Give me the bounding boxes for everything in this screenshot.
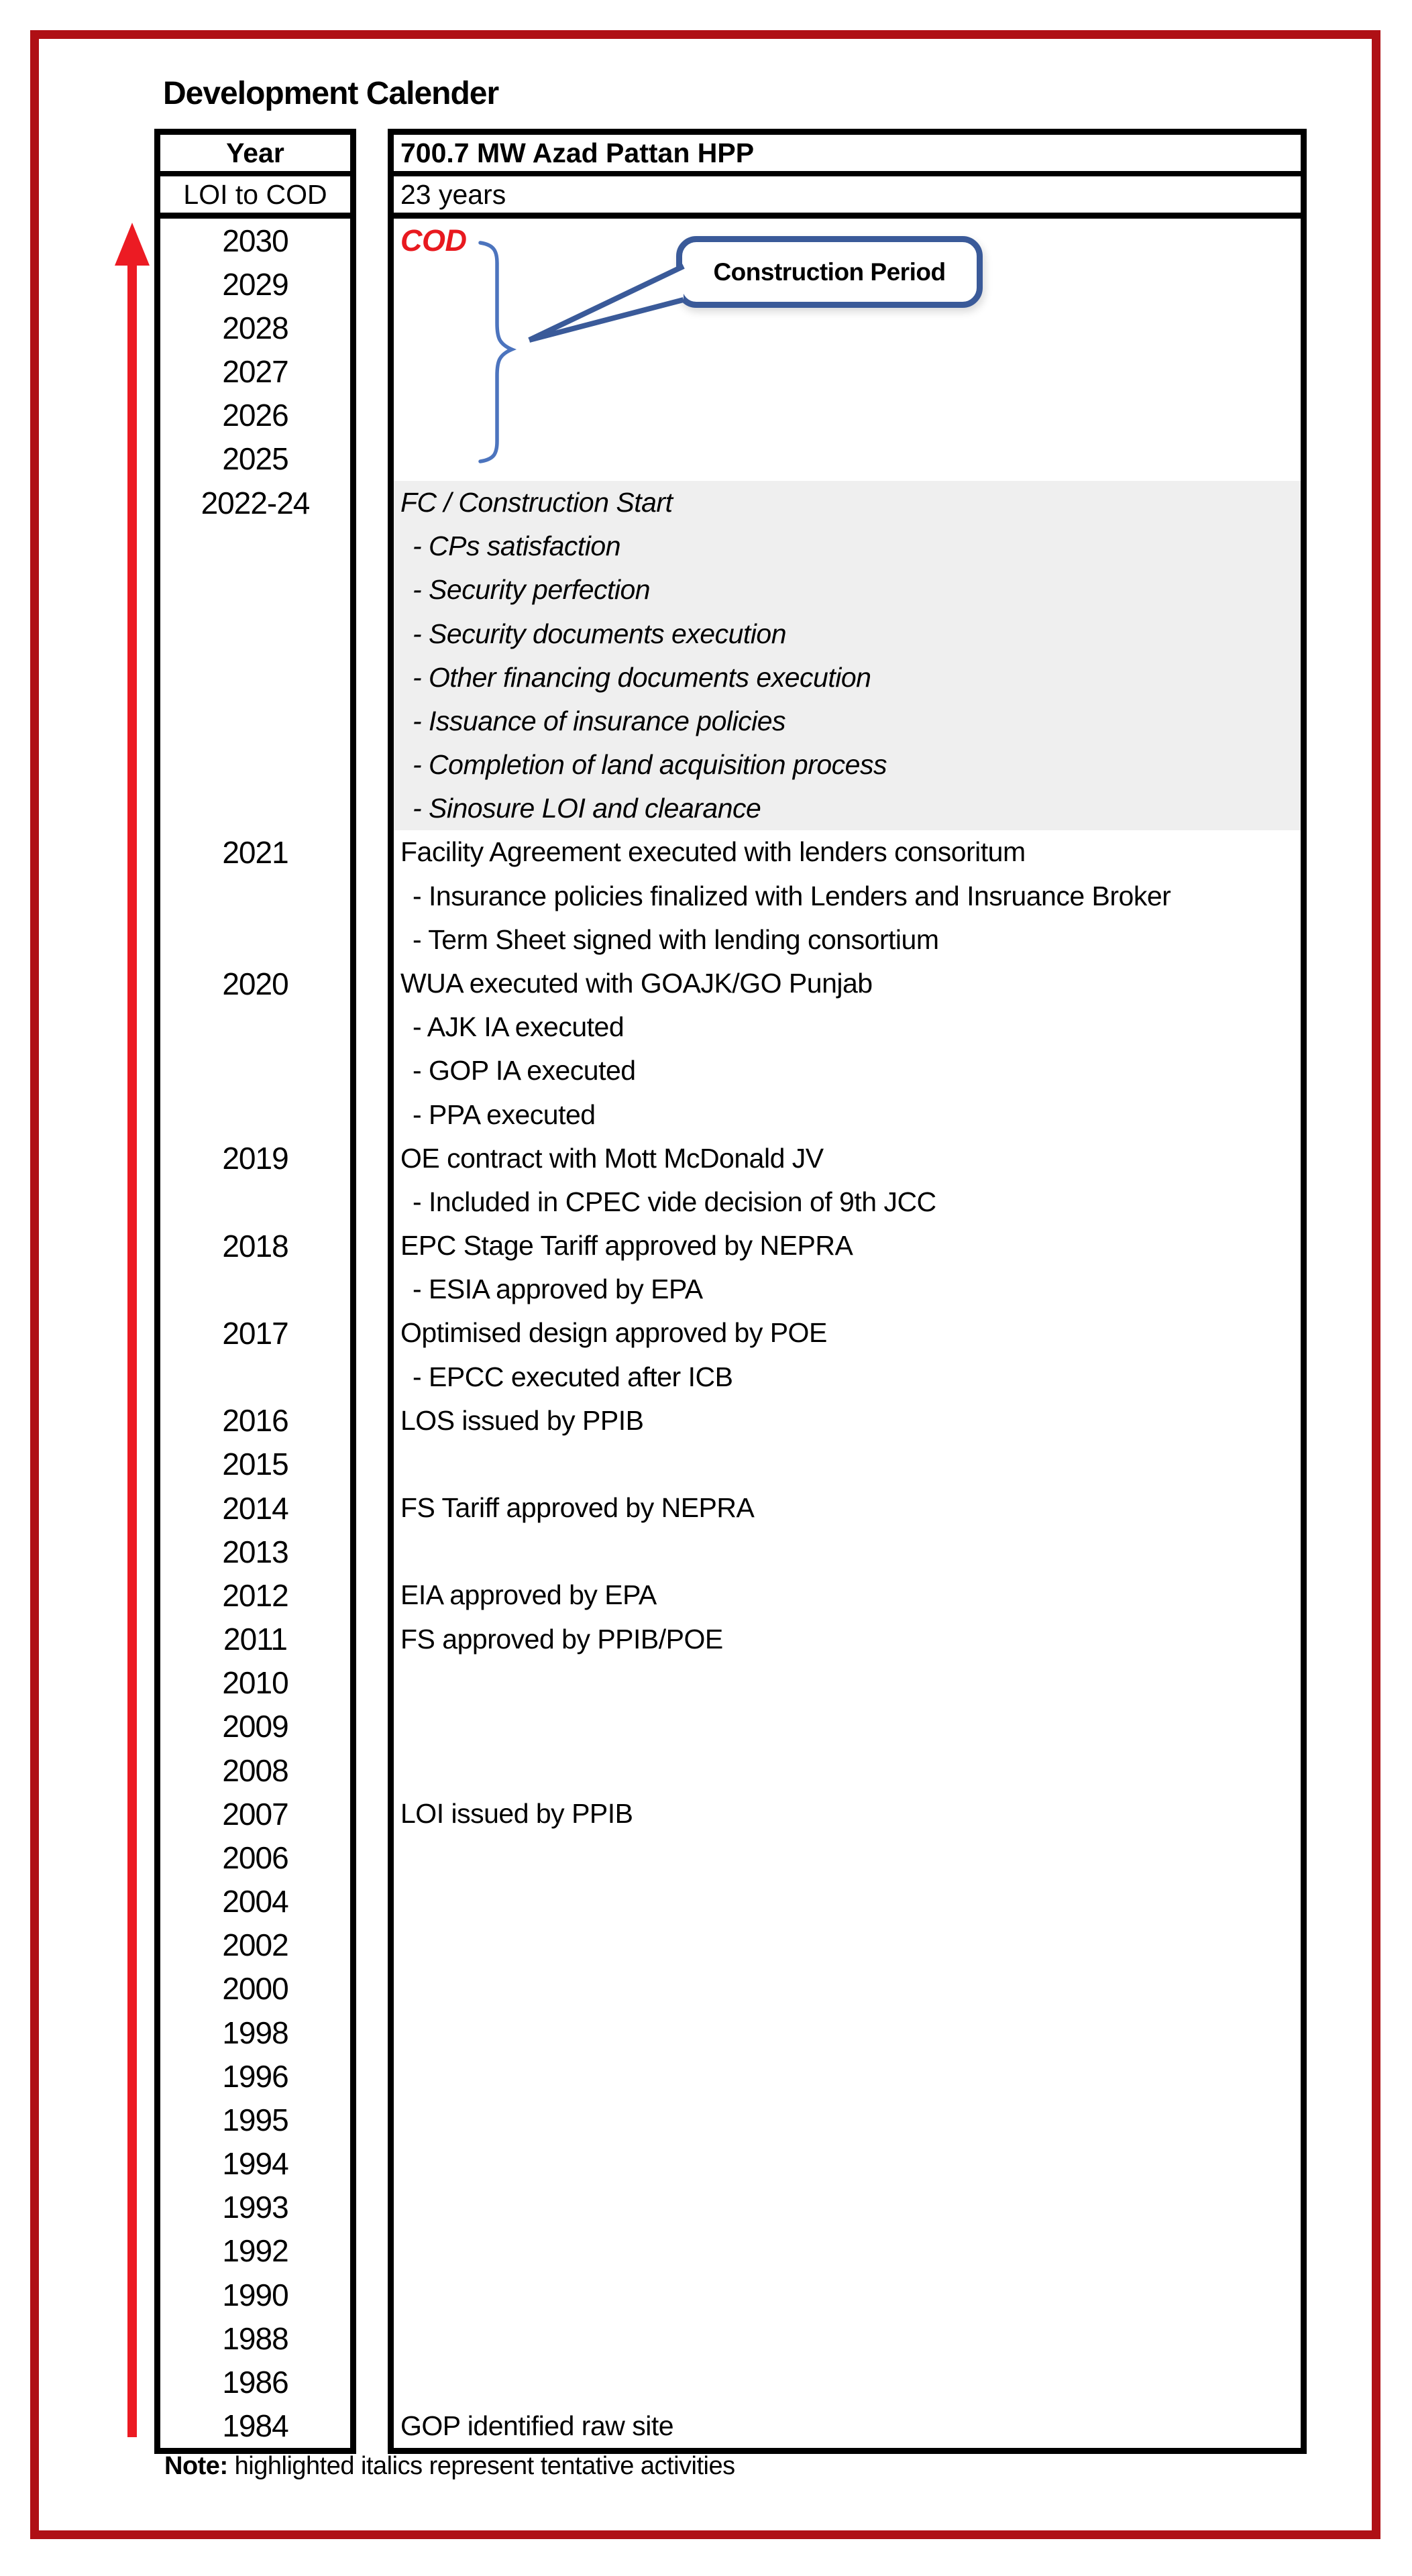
year-column-body bbox=[160, 219, 350, 2448]
year-cell bbox=[160, 1268, 350, 1311]
year-cell bbox=[160, 787, 350, 830]
year-table bbox=[154, 129, 356, 2454]
event-cell bbox=[394, 394, 1301, 437]
event-cell: GOP identified raw site bbox=[400, 2410, 674, 2441]
year-cell bbox=[160, 1005, 350, 1049]
year-cell: 2014 bbox=[222, 1490, 288, 1526]
year-cell: 2028 bbox=[222, 310, 288, 345]
event-cell bbox=[394, 2098, 1301, 2141]
event-cell: - Insurance policies finalized with Lenders and Insruance Broker bbox=[413, 880, 1171, 911]
year-cell: 2017 bbox=[222, 1315, 288, 1351]
event-cell bbox=[394, 1443, 1301, 1486]
event-cell bbox=[394, 2229, 1301, 2273]
year-cell bbox=[160, 656, 350, 699]
event-cell: Optimised design approved by POE bbox=[400, 1317, 827, 1349]
events-column-body bbox=[394, 219, 1301, 2448]
event-cell bbox=[394, 1705, 1301, 1748]
cod-label: COD bbox=[400, 223, 467, 258]
event-cell bbox=[394, 1530, 1301, 1573]
event-cell: EPC Stage Tariff approved by NEPRA bbox=[400, 1230, 853, 1262]
year-cell: 2030 bbox=[222, 223, 288, 258]
event-cell: Facility Agreement executed with lenders consoritum bbox=[400, 836, 1026, 868]
timeline-arrow-icon bbox=[113, 221, 152, 2440]
event-cell: FS Tariff approved by NEPRA bbox=[400, 1492, 755, 1524]
year-cell: 2021 bbox=[222, 834, 288, 870]
year-cell: 2020 bbox=[222, 966, 288, 1001]
event-cell bbox=[394, 1748, 1301, 1792]
year-cell: 1986 bbox=[222, 2365, 288, 2400]
events-table bbox=[388, 129, 1307, 2454]
event-cell: - Term Sheet signed with lending consortium bbox=[413, 923, 939, 955]
event-cell: - GOP IA executed bbox=[413, 1055, 636, 1086]
year-cell: 1988 bbox=[222, 2320, 288, 2356]
event-cell bbox=[394, 2316, 1301, 2360]
page-title: Development Calender bbox=[163, 76, 499, 111]
year-cell bbox=[160, 1049, 350, 1093]
event-cell bbox=[394, 1661, 1301, 1705]
event-cell: - ESIA approved by EPA bbox=[413, 1274, 703, 1305]
year-cell: 1998 bbox=[222, 2015, 288, 2050]
event-cell: OE contract with Mott McDonald JV bbox=[400, 1142, 824, 1174]
event-cell: - AJK IA executed bbox=[413, 1011, 624, 1043]
year-cell: 2011 bbox=[223, 1622, 287, 1657]
event-cell: - CPs satisfaction bbox=[394, 524, 1301, 568]
duration-label: 23 years bbox=[394, 176, 1301, 219]
event-cell: - Security perfection bbox=[394, 568, 1301, 612]
year-cell: 2006 bbox=[222, 1840, 288, 1875]
event-cell bbox=[394, 306, 1301, 349]
year-cell: 2009 bbox=[222, 1709, 288, 1744]
event-cell bbox=[394, 350, 1301, 394]
event-cell: - Other financing documents execution bbox=[394, 656, 1301, 699]
project-title-header: 700.7 MW Azad Pattan HPP bbox=[394, 135, 1301, 176]
event-cell bbox=[394, 2186, 1301, 2229]
event-cell bbox=[394, 2142, 1301, 2186]
year-cell: 1996 bbox=[222, 2058, 288, 2094]
year-cell: 1994 bbox=[222, 2146, 288, 2182]
event-cell bbox=[394, 437, 1301, 481]
year-cell: 1995 bbox=[222, 2102, 288, 2137]
year-cell bbox=[160, 568, 350, 612]
year-cell: 1990 bbox=[222, 2277, 288, 2312]
event-cell bbox=[394, 1880, 1301, 1923]
year-cell: 2004 bbox=[222, 1884, 288, 1919]
year-cell: 2029 bbox=[222, 266, 288, 302]
year-cell bbox=[160, 1093, 350, 1136]
event-cell: - Security documents execution bbox=[394, 612, 1301, 656]
event-cell bbox=[394, 2360, 1301, 2404]
year-cell: 2026 bbox=[222, 398, 288, 433]
event-cell: WUA executed with GOAJK/GO Punjab bbox=[400, 968, 873, 999]
event-cell: EIA approved by EPA bbox=[400, 1579, 657, 1611]
year-column-header: Year bbox=[160, 135, 350, 176]
event-cell bbox=[394, 1836, 1301, 1879]
event-cell: - Completion of land acquisition process bbox=[394, 743, 1301, 787]
loi-to-cod-label: LOI to COD bbox=[160, 176, 350, 219]
event-cell: LOS issued by PPIB bbox=[400, 1404, 644, 1436]
year-cell bbox=[160, 918, 350, 962]
year-cell: 2002 bbox=[222, 1927, 288, 1963]
year-cell bbox=[160, 1355, 350, 1398]
year-cell: 2016 bbox=[222, 1403, 288, 1439]
year-cell: 2012 bbox=[222, 1577, 288, 1613]
event-cell bbox=[394, 1923, 1301, 1967]
event-cell: - Included in CPEC vide decision of 9th JCC bbox=[413, 1186, 936, 1217]
construction-period-callout bbox=[676, 236, 983, 308]
footnote-text: highlighted italics represent tentative activities bbox=[227, 2452, 735, 2480]
year-cell bbox=[160, 612, 350, 656]
event-cell: - PPA executed bbox=[413, 1099, 596, 1130]
year-cell: 2007 bbox=[222, 1796, 288, 1832]
year-cell: 1992 bbox=[222, 2233, 288, 2269]
year-cell: 2015 bbox=[222, 1447, 288, 1482]
construction-period-label: Construction Period bbox=[713, 258, 946, 286]
year-cell: 1993 bbox=[222, 2190, 288, 2225]
year-cell: 2022-24 bbox=[201, 485, 310, 520]
year-cell bbox=[160, 875, 350, 918]
event-cell bbox=[394, 2273, 1301, 2316]
event-cell: - Issuance of insurance policies bbox=[394, 699, 1301, 743]
footnote bbox=[164, 2452, 735, 2481]
year-cell bbox=[160, 1180, 350, 1224]
arrow-shaft bbox=[127, 259, 137, 2437]
year-cell bbox=[160, 524, 350, 568]
event-cell: LOI issued by PPIB bbox=[400, 1798, 633, 1830]
event-cell: - Sinosure LOI and clearance bbox=[394, 787, 1301, 830]
year-cell: 2000 bbox=[222, 1971, 288, 2007]
year-cell: 2010 bbox=[222, 1665, 288, 1701]
year-cell: 2013 bbox=[222, 1534, 288, 1569]
year-cell: 1984 bbox=[222, 2408, 288, 2444]
year-cell: 2027 bbox=[222, 354, 288, 390]
year-cell: 2008 bbox=[222, 1752, 288, 1788]
year-cell bbox=[160, 699, 350, 743]
footnote-label: Note: bbox=[164, 2452, 228, 2480]
year-cell: 2025 bbox=[222, 441, 288, 477]
event-cell bbox=[394, 2054, 1301, 2098]
year-cell: 2018 bbox=[222, 1228, 288, 1264]
event-cell bbox=[394, 1967, 1301, 2011]
event-cell: FC / Construction Start bbox=[394, 481, 1301, 524]
event-cell: FS approved by PPIB/POE bbox=[400, 1623, 723, 1655]
event-cell: - EPCC executed after ICB bbox=[413, 1361, 733, 1392]
event-cell bbox=[394, 2011, 1301, 2054]
year-cell: 2019 bbox=[222, 1141, 288, 1176]
year-cell bbox=[160, 743, 350, 787]
